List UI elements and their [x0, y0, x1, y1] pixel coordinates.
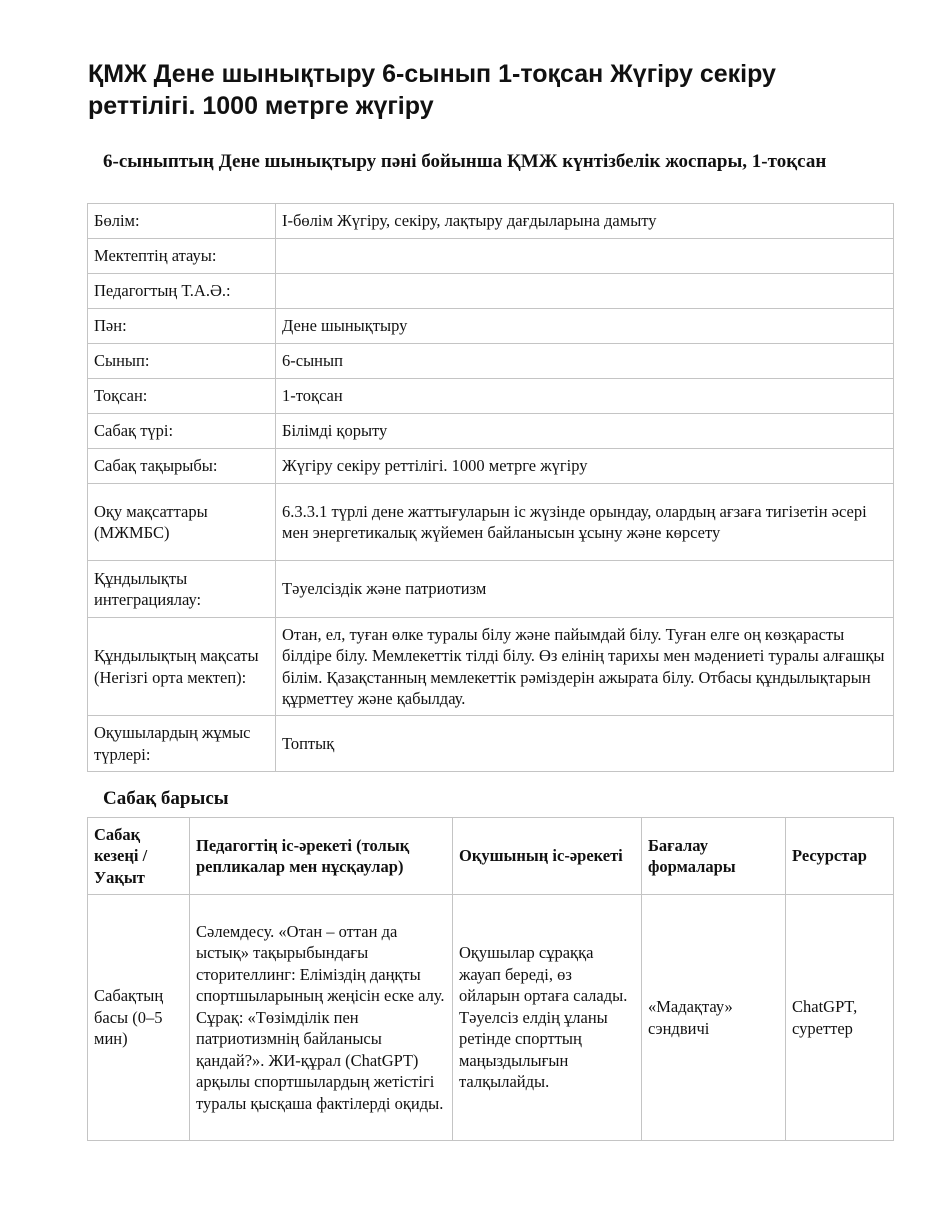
table-row — [88, 309, 894, 344]
column-header-teacher: Педагогтің іс-әрекеті (толық репликалар мен нұсқаулар) — [190, 818, 453, 895]
table-row — [88, 379, 894, 414]
column-header-assessment: Бағалау формалары — [642, 818, 786, 895]
cell-student-activity: Оқушылар сұраққа жауап береді, өз ойларын ортаға салады. Тәуелсіз елдің ұланы ретінде спорттың маңыздылығын талқылайды. — [453, 895, 642, 1141]
table-row — [88, 239, 894, 274]
row-value: Топтық — [276, 716, 894, 772]
row-value: 6-сынып — [276, 344, 894, 379]
plan-heading: 6-сыныптың Дене шынықтыру пәні бойынша ҚМЖ күнтізбелік жоспары, 1-тоқсан — [103, 151, 827, 172]
table-row — [88, 274, 894, 309]
table-row — [88, 484, 894, 561]
column-header-stage: Сабақ кезеңі / Уақыт — [88, 818, 190, 895]
column-header-student: Оқушының іс-әрекеті — [453, 818, 642, 895]
lesson-plan-table — [87, 203, 894, 772]
page-title: ҚМЖ Дене шынықтыру 6-сынып 1-тоқсан Жүгіру секіру реттілігі. 1000 метрге жүгіру — [88, 60, 776, 120]
row-value: Жүгіру секіру реттілігі. 1000 метрге жүгіру — [276, 449, 894, 484]
row-label: Оқушылардың жұмыс түрлері: — [88, 716, 276, 772]
row-label: Сынып: — [88, 344, 276, 379]
row-label: Бөлім: — [88, 204, 276, 239]
row-label: Пән: — [88, 309, 276, 344]
row-label: Педагогтың Т.А.Ә.: — [88, 274, 276, 309]
row-value: Білімді қорыту — [276, 414, 894, 449]
table-row — [88, 895, 894, 1141]
row-value — [276, 239, 894, 274]
table-row — [88, 561, 894, 618]
row-value: І-бөлім Жүгіру, секіру, лақтыру дағдыларына дамыту — [276, 204, 894, 239]
table-row — [88, 344, 894, 379]
row-value: 1-тоқсан — [276, 379, 894, 414]
cell-stage: Сабақтың басы (0–5 мин) — [88, 895, 190, 1141]
row-value: Отан, ел, туған өлке туралы білу және пайымдай білу. Туған елге оң көзқарасты білдіре білу. Мемлекеттік тілді білу. Өз елінің тарихы мен мәдениеті туралы алғашқы білім. Қазақстанның мемлекеттік рәміздерін ажырата білу. Отбасы құндылықтарын құрметтеу және қабылдау. — [276, 618, 894, 716]
row-label: Құндылықтың мақсаты (Негізгі орта мектеп): — [88, 618, 276, 716]
row-value — [276, 274, 894, 309]
row-label: Сабақ тақырыбы: — [88, 449, 276, 484]
row-label: Сабақ түрі: — [88, 414, 276, 449]
lesson-flow-heading: Сабақ барысы — [103, 788, 229, 809]
table-row — [88, 204, 894, 239]
table-row — [88, 716, 894, 772]
cell-assessment: «Мадақтау» сэндвичі — [642, 895, 786, 1141]
cell-teacher-activity: Сәлемдесу. «Отан – оттан да ыстық» тақырыбындағы сторителлинг: Еліміздің даңқты спортшыларының жеңісін еске алу. Сұрақ: «Төзімділік пен патриотизмнің байланысы қандай?». ЖИ-құрал (ChatGPT) арқылы спортшылардың жетістігі туралы қысқаша фактілерді оқиды. — [190, 895, 453, 1141]
table-row — [88, 449, 894, 484]
table-row — [88, 414, 894, 449]
row-value: Тәуелсіздік және патриотизм — [276, 561, 894, 618]
row-label: Оқу мақсаттары (МЖМБС) — [88, 484, 276, 561]
lesson-flow-table — [87, 817, 894, 1141]
column-header-resources: Ресурстар — [786, 818, 894, 895]
table-header-row — [88, 818, 894, 895]
row-label: Құндылықты интеграциялау: — [88, 561, 276, 618]
table-row — [88, 618, 894, 716]
row-label: Тоқсан: — [88, 379, 276, 414]
row-value: Дене шынықтыру — [276, 309, 894, 344]
row-value: 6.3.3.1 түрлі дене жаттығуларын іс жүзінде орындау, олардың ағзаға тигізетін әсері мен энергетикалық жүйемен байланысын ұсыну және көрсету — [276, 484, 894, 561]
cell-resources: ChatGPT, суреттер — [786, 895, 894, 1141]
row-label: Мектептің атауы: — [88, 239, 276, 274]
